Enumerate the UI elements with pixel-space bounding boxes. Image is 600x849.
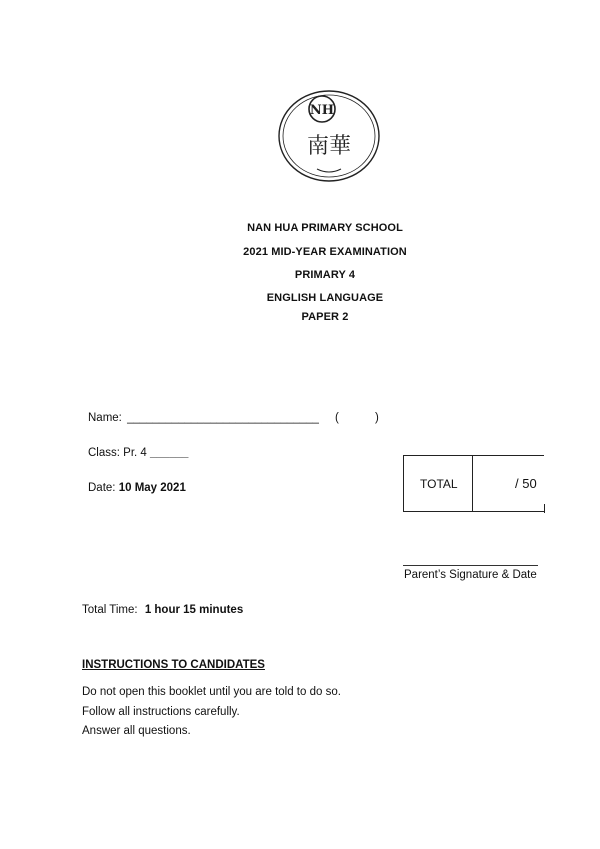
total-label: TOTAL	[420, 477, 458, 491]
class-label: Class: Pr. 4	[88, 447, 147, 459]
level-title: PRIMARY 4	[294, 269, 356, 281]
name-paren-open: (	[335, 412, 339, 424]
total-time	[82, 604, 243, 616]
subject-title: ENGLISH LANGUAGE	[266, 292, 384, 304]
total-time-label: Total Time:	[82, 604, 138, 616]
total-score-box	[403, 455, 544, 512]
exam-title: 2021 MID-YEAR EXAMINATION	[243, 246, 407, 258]
school-crest	[277, 89, 381, 183]
instructions-title: INSTRUCTIONS TO CANDIDATES	[82, 659, 265, 671]
date-label: Date:	[88, 482, 116, 494]
name-paren-close: )	[375, 412, 379, 424]
date-field	[88, 482, 186, 494]
instruction-item: Answer all questions.	[82, 725, 191, 737]
name-field[interactable]	[88, 412, 319, 424]
signature-line	[403, 565, 538, 566]
name-blank: ______________________________	[127, 412, 319, 424]
total-time-value: 1 hour 15 minutes	[144, 604, 244, 616]
class-blank: ______	[150, 447, 189, 459]
date-value: 10 May 2021	[118, 482, 186, 494]
instruction-item: Follow all instructions carefully.	[82, 706, 240, 718]
crest-initials: NH	[309, 103, 335, 118]
total-box-edge	[544, 504, 545, 513]
class-field[interactable]	[88, 447, 188, 459]
name-label: Name:	[88, 412, 122, 424]
total-divider	[472, 455, 473, 512]
signature-label: Parent’s Signature & Date	[404, 569, 537, 581]
instruction-item: Do not open this booklet until you are told to do so.	[82, 686, 341, 698]
paper-title: PAPER 2	[301, 311, 349, 323]
total-score: / 50	[515, 476, 537, 491]
school-name: NAN HUA PRIMARY SCHOOL	[247, 222, 403, 234]
crest-chinese: 南華	[306, 134, 352, 159]
